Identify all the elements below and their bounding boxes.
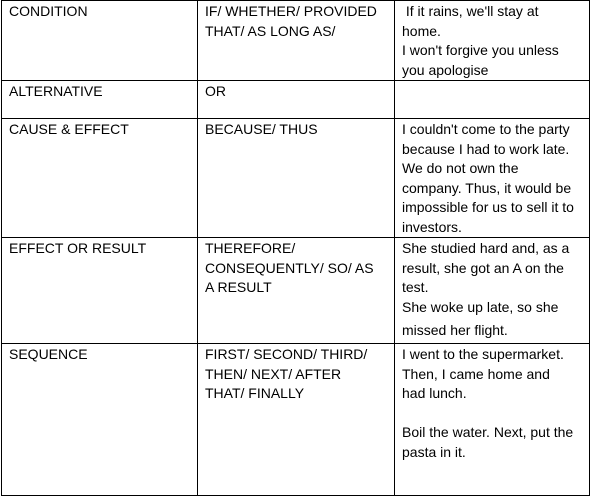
connectives-line: IF/ WHETHER/ PROVIDED <box>205 3 377 19</box>
connectives-line: FIRST/ SECOND/ THIRD/ <box>205 346 368 362</box>
example-line: had lunch. <box>402 385 467 401</box>
connectives-line: THAT/ FINALLY <box>205 385 305 401</box>
example-line: missed her flight. <box>402 322 508 338</box>
type-label: SEQUENCE <box>9 346 88 362</box>
example-line: result, she got an A on the <box>402 259 564 276</box>
type-cell <box>2 119 198 238</box>
connectives-cell <box>198 119 395 238</box>
example-line: She studied hard and, as a <box>402 240 570 256</box>
type-cell <box>2 1 198 81</box>
example-line: I went to the supermarket. <box>402 346 564 362</box>
connectives-line: THAT/ AS LONG AS/ <box>205 22 336 39</box>
example-line: test. <box>402 279 429 295</box>
example-cell <box>395 119 590 238</box>
table-row <box>2 1 590 81</box>
example-line: We do not own the <box>402 160 519 176</box>
type-label: CONDITION <box>9 3 88 19</box>
example-line: impossible for us to sell it to <box>402 199 574 215</box>
connectives-line: A RESULT <box>205 279 272 295</box>
example-line: pasta in it. <box>402 443 466 460</box>
type-cell <box>2 344 198 496</box>
example-cell <box>395 238 590 344</box>
connectives-cell <box>198 344 395 496</box>
example-line: investors. <box>402 218 462 235</box>
connectives-cell <box>198 238 395 344</box>
table-row <box>2 238 590 344</box>
example-cell <box>395 81 590 119</box>
type-label: ALTERNATIVE <box>9 83 103 99</box>
type-cell <box>2 238 198 344</box>
table-row <box>2 119 590 238</box>
connectives-line: CONSEQUENTLY/ SO/ AS <box>205 259 374 276</box>
example-line: She woke up late, so she <box>402 298 559 315</box>
table-row <box>2 81 590 119</box>
example-line: because I had to work late. <box>402 140 570 157</box>
example-line: home. <box>402 22 441 39</box>
connectives-line: THEREFORE/ <box>205 240 296 256</box>
example-line: company. Thus, it would be <box>402 179 572 196</box>
table-row <box>2 344 590 496</box>
type-label: CAUSE & EFFECT <box>9 121 129 137</box>
connectives-table <box>1 0 590 496</box>
example-line: Boil the water. Next, put the <box>402 424 574 440</box>
example-line: I couldn't come to the party <box>402 121 570 137</box>
example-line: I won't forgive you unless <box>402 42 559 58</box>
example-line: Then, I came home and <box>402 365 550 382</box>
connectives-line: OR <box>205 83 226 99</box>
example-line: If it rains, we'll stay at <box>402 3 539 19</box>
connectives-line: THEN/ NEXT/ AFTER <box>205 365 342 382</box>
connectives-cell <box>198 81 395 119</box>
example-cell <box>395 344 590 496</box>
connectives-cell <box>198 1 395 81</box>
example-cell <box>395 1 590 81</box>
connectives-line: BECAUSE/ THUS <box>205 121 318 137</box>
type-cell <box>2 81 198 119</box>
type-label: EFFECT OR RESULT <box>9 240 147 256</box>
example-spacer <box>402 404 585 424</box>
example-line: you apologise <box>402 61 489 78</box>
